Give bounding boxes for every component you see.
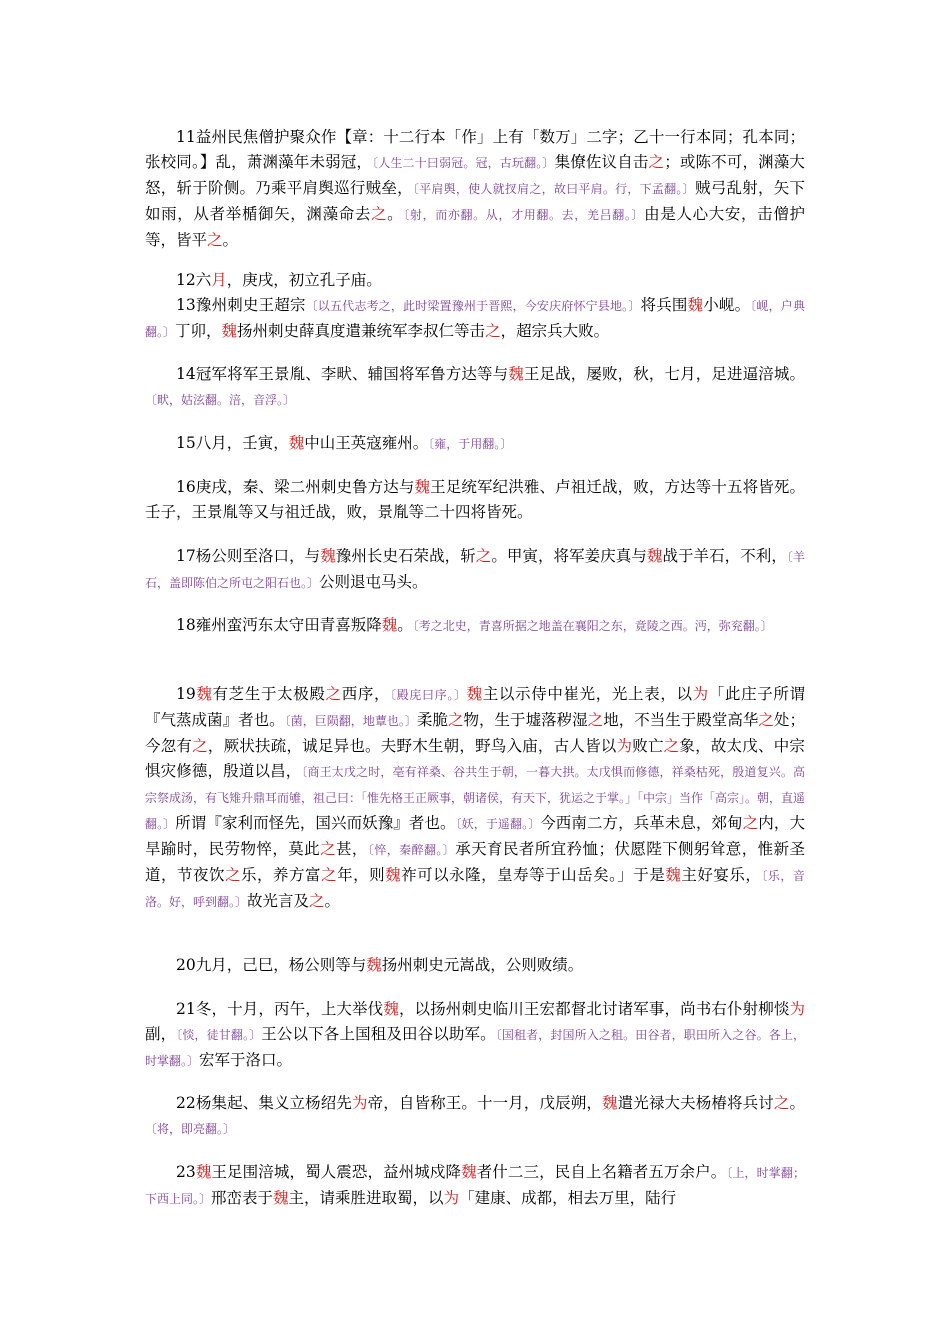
highlight-char: 魏 [385, 866, 402, 884]
body-text: 王足战，屡败，秋，七月，足进逼涪城。 [523, 365, 805, 383]
body-text: 18雍州蛮沔东太守田青喜叛降 [176, 616, 382, 634]
body-text: ，超宗兵大败。 [500, 322, 610, 340]
body-text: 。 [324, 892, 341, 910]
body-text: 豫州长史石荣战，斩 [335, 547, 476, 565]
highlight-char: 之 [320, 840, 337, 858]
highlight-char: 为 [789, 1000, 805, 1018]
highlight-char: 魏 [221, 322, 238, 340]
paragraph-p16 [145, 475, 805, 525]
body-text: 11益州民焦僧护聚众作【章：十二行本「作」上有「数万」二字；乙十一行本同；孔本同；张校同。】乱，萧渊藻年未弱冠， [145, 128, 805, 171]
body-text: 20九月，己巳，杨公则等与 [176, 956, 367, 974]
body-text: 19 [176, 685, 196, 703]
highlight-char: 为 [352, 1094, 368, 1112]
body-text: 丁卯， [175, 322, 222, 340]
highlight-char: 之 [207, 231, 223, 249]
body-text: 「建康、成都，相去万里，陆行 [459, 1189, 677, 1207]
annotation-text: 〔殿庑曰序。〕 [390, 688, 467, 702]
annotation-text: 〔将，即亮翻。〕 [145, 1122, 236, 1136]
paragraph-p17 [145, 544, 805, 596]
body-text: 公则退屯马头。 [319, 573, 428, 591]
highlight-char: 月 [211, 271, 227, 289]
body-text: 宏军于洛口。 [199, 1051, 293, 1069]
body-text: 王公以下各上国租及田谷以助军。 [261, 1025, 496, 1043]
body-text: 「此庄子所谓『气蒸成菌』者也。 [145, 685, 805, 729]
body-text: 柔脆 [416, 711, 448, 729]
annotation-text: 〔菌，巨陨翻，地蕈也。〕 [284, 714, 417, 728]
body-text: 由是人心大安，击僧护等，皆平 [145, 205, 805, 249]
body-text: 今西南二方，兵革未息，郊甸 [540, 814, 743, 832]
paragraph-p11 [145, 125, 805, 253]
highlight-char: 魏 [665, 866, 682, 884]
body-text: 主以示侍中崔光，光上表，以 [482, 685, 693, 703]
body-text: 。 [387, 205, 404, 223]
highlight-char: 之 [742, 814, 759, 832]
body-text: 年，则 [337, 866, 386, 884]
highlight-char: 之 [192, 737, 208, 755]
body-text: 16庚戌，秦、梁二州刺史鲁方达与 [176, 478, 415, 496]
body-text: 。甲寅，将军姜庆真与 [491, 547, 647, 565]
paragraph-p15 [145, 431, 805, 457]
annotation-text: 〔人生二十曰弱冠。冠，古玩翻。〕 [372, 156, 555, 170]
annotation-text: 〔雍，于用翻。〕 [428, 437, 513, 451]
body-text: 遣光禄大夫杨椿将兵讨 [617, 1094, 774, 1112]
highlight-char: 魏 [381, 616, 398, 634]
highlight-char: 之 [758, 711, 774, 729]
paragraph-p14 [145, 362, 805, 413]
body-text: 12六 [176, 271, 212, 289]
paragraph-p18 [145, 613, 805, 639]
body-text: ，厥状扶疏，诚足异也。夫野木生朝，野鸟入庙，古人皆以 [207, 737, 617, 755]
annotation-text: 〔畎，姑泫翻。涪，音浮。〕 [145, 393, 296, 407]
highlight-char: 魏 [687, 296, 704, 314]
highlight-char: 之 [325, 685, 342, 703]
body-text: 中山王英寇雍州。 [304, 434, 429, 452]
paragraph-p23 [145, 1160, 805, 1212]
paragraph-p12 [145, 268, 805, 293]
highlight-char: 为 [692, 685, 709, 703]
annotation-text: 〔考之北史，青喜所据之地盖在襄阳之东，竟陵之西。沔，弥兖翻。〕 [412, 619, 773, 633]
body-text: 。 [397, 616, 413, 634]
highlight-char: 之 [225, 866, 242, 884]
annotation-text: 〔上，时掌翻；下西上同。〕 [145, 1166, 805, 1206]
body-text: 乐，养方富 [241, 866, 322, 884]
body-text: 将兵围 [640, 296, 688, 314]
body-text: 王足统军纪洪雅、卢祖迁战，败，方达等十五将皆死。壬子，王景胤等又与祖迁战，败，景胤等二十四将皆死。 [145, 478, 805, 521]
body-text: 地，不当生于殿堂高华 [603, 711, 759, 729]
annotation-text: 〔射，而亦翻。从，才用翻。去，羌吕翻。〕 [403, 208, 645, 222]
highlight-char: 之 [475, 547, 492, 565]
body-text: 主好宴乐， [681, 866, 762, 884]
highlight-char: 之 [321, 866, 338, 884]
highlight-char: 之 [663, 737, 680, 755]
annotation-text: 〔惔，徒甘翻。〕 [176, 1028, 262, 1042]
annotation-text: 〔悴，秦醉翻。〕 [367, 843, 456, 857]
body-text: 小岘。 [703, 296, 751, 314]
body-text: 副， [145, 1025, 177, 1043]
annotation-text: 〔平肩舆，使人就扠肩之，故曰平肩。行，下孟翻。〕 [412, 182, 695, 196]
highlight-char: 魏 [195, 1163, 212, 1181]
annotation-text: 〔妖，于遥翻。〕 [455, 817, 541, 831]
body-text: 者什二三，民自上名籍者五万余户。 [476, 1163, 727, 1181]
highlight-char: 之 [773, 1094, 790, 1112]
highlight-char: 之 [648, 153, 665, 171]
body-text: 主，请乘胜进取蜀，以 [288, 1189, 444, 1207]
highlight-char: 魏 [646, 547, 663, 565]
annotation-text: 〔羊石，盖即陈伯之所屯之阳石也。〕 [145, 550, 805, 590]
body-text: 有芝生于太极殿 [212, 685, 326, 703]
body-text: 内，大旱踰时，民劳物悴，莫此 [145, 814, 805, 858]
body-text: 13豫州刺史王超宗 [176, 296, 306, 314]
body-text: 。 [789, 1094, 805, 1112]
annotation-text: 〔乐，音洛。好，呼到翻。〕 [145, 869, 805, 909]
body-text: 故光言及 [247, 892, 310, 910]
highlight-char: 魏 [195, 685, 213, 703]
highlight-char: 魏 [508, 365, 524, 383]
body-text: 23 [176, 1163, 196, 1181]
highlight-char: 魏 [383, 1000, 399, 1018]
body-text: 扬州刺史薛真度遣兼统军李叔仁等击 [237, 322, 486, 340]
annotation-text: 〔以五代志考之，此时梁置豫州于晋熙，今安庆府怀宁县地。〕 [305, 299, 641, 313]
paragraph-p22 [145, 1091, 805, 1142]
body-text: ；或陈不可，渊藻大怒，斩于阶侧。乃乘平肩舆巡行贼垒， [145, 153, 805, 197]
highlight-char: 之 [447, 711, 464, 729]
highlight-char: 为 [616, 737, 633, 755]
body-text: 所谓『家利而怪先，国兴而妖豫』者也。 [175, 814, 456, 832]
body-text: 17杨公则至洛口，与 [176, 547, 321, 565]
body-text: 扬州刺史元嵩战，公则败绩。 [381, 956, 584, 974]
highlight-char: 魏 [288, 434, 305, 452]
highlight-char: 魏 [461, 1163, 477, 1181]
body-text: 15八月，壬寅， [176, 434, 289, 452]
body-text: 邢峦表于 [211, 1189, 274, 1207]
body-text: 集僚佐议自击 [554, 153, 649, 171]
body-text: 22杨集起、集义立杨绍先 [176, 1094, 353, 1112]
body-text: 帝，自皆称王。十一月，戊辰朔， [367, 1094, 602, 1112]
body-text: 象，故太戊、中宗惧灾修德，殷道以昌， [145, 737, 805, 780]
highlight-char: 魏 [414, 478, 431, 496]
paragraph-p19 [145, 682, 805, 915]
paragraph-p21 [145, 997, 805, 1074]
highlight-char: 之 [371, 205, 388, 223]
highlight-char: 之 [485, 322, 501, 340]
annotation-text: 〔国租者，封国所入之租。田谷者，职田所入之谷。各上，时掌翻。〕 [145, 1028, 805, 1068]
body-text: 王足围涪城，蜀人震恐，益州城戍降 [211, 1163, 462, 1181]
highlight-char: 魏 [601, 1094, 618, 1112]
body-text: 战于羊石，不利， [662, 547, 787, 565]
body-text: 承天育民者所宜矜恤；伏愿陛下侧躬耸意，惟新圣道，节夜饮 [145, 840, 805, 884]
highlight-char: 魏 [273, 1189, 289, 1207]
highlight-char: 魏 [366, 956, 382, 974]
body-text: 西序， [341, 685, 391, 703]
highlight-char: 魏 [320, 547, 336, 565]
body-text: 物，生于墟落秽湿 [463, 711, 588, 729]
highlight-char: 魏 [466, 685, 483, 703]
body-text: 处；今忽有 [145, 711, 805, 755]
body-text: 败亡 [632, 737, 664, 755]
body-text: 14冠军将军王景胤、李畎、辅国将军鲁方达等与 [176, 365, 509, 383]
highlight-char: 为 [443, 1189, 460, 1207]
body-text: 甚， [336, 840, 368, 858]
highlight-char: 之 [587, 711, 604, 729]
annotation-text: 〔岘，户典翻。〕 [145, 299, 805, 339]
paragraph-p13 [145, 293, 805, 345]
paragraph-p20 [145, 953, 805, 978]
body-text: 。 [222, 231, 239, 249]
body-text: 祚可以永隆，皇寿等于山岳矣。」于是 [401, 866, 666, 884]
body-text: ，庚戌，初立孔子庙。 [226, 271, 382, 289]
body-text: 21冬，十月，丙午，上大举伐 [176, 1000, 384, 1018]
body-text: ，以扬州刺史临川王宏都督北讨诸军事，尚书右仆射柳惔 [398, 1000, 790, 1018]
body-text: 贼弓乱射，矢下如雨，从者举楯御矢，渊藻命去 [145, 179, 805, 223]
annotation-text: 〔商王太戊之时，亳有祥桑、谷共生于朝，一暮大拱。太戊惧而修德，祥桑枯死，殷道复兴。高宗祭成汤，有飞雉升鼎耳而雊，祖己曰：「惟先格王正厥事，朝诸侯，有天下，犹运之于掌。」「中宗」当作「高宗」。朝，直遥翻。〕 [145, 765, 806, 831]
highlight-char: 之 [309, 892, 325, 910]
